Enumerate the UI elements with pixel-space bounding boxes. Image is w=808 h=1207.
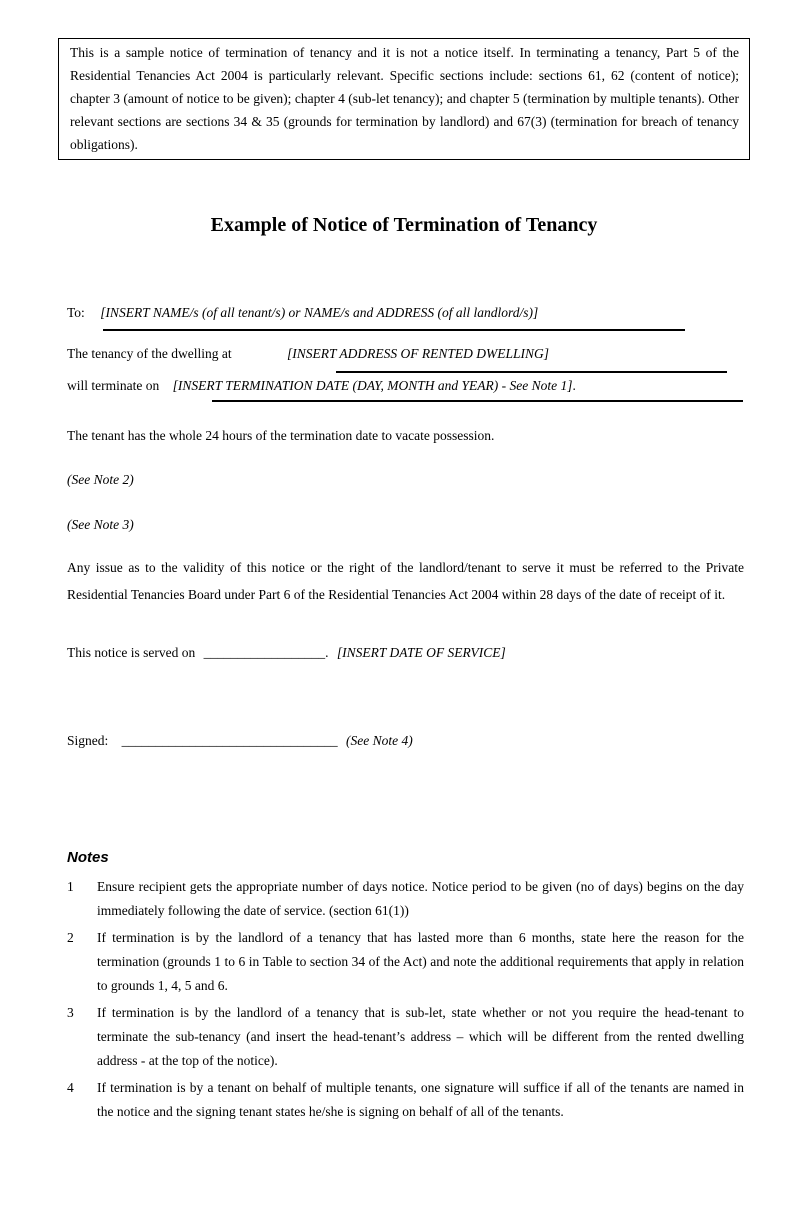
to-label: To: (67, 305, 85, 320)
signed-note: (See Note 4) (346, 733, 413, 748)
signature-blank: ________________________________ (121, 733, 338, 748)
tenancy-line2-insert: [INSERT TERMINATION DATE (DAY, MONTH and YEAR) - See Note 1] (172, 378, 573, 393)
info-box (58, 38, 750, 160)
tenancy-line2-period: . (572, 378, 576, 393)
note-item (67, 875, 744, 923)
served-blank: __________________. (203, 645, 329, 660)
signed-label: Signed: (67, 733, 109, 748)
note-text: If termination is by a tenant on behalf of multiple tenants, one signature will suffice if all of the tenants are named in the notice and the signing tenant states he/she is signing on behalf of all of the tenants. (97, 1080, 744, 1119)
termination-date-underline (212, 400, 743, 402)
note-text: Ensure recipient gets the appropriate number of days notice. Notice period to be given (no of days) begins on the day immediately following the date of service. (section 61(1)) (97, 879, 744, 918)
to-underline (103, 329, 685, 331)
info-box-text: This is a sample notice of termination of tenancy and it is not a notice itself. In terminating a tenancy, Part 5 of the Residential Tenancies Act 2004 is particularly relevant. Specific sections include: sections 61, 62 (content of notice); chapter 3 (amount of notice to be given); chapter 4 (sub-let tenancy); and chapter 5 (termination by multiple tenants). Other relevant sections are sections 34 & 35 (grounds for termination by landlord) and 67(3) (termination for breach of tenancy obligations). (70, 45, 739, 152)
note-number: 2 (67, 930, 74, 945)
see-note-2: (See Note 2) (67, 472, 134, 487)
note-number: 4 (67, 1080, 74, 1095)
tenancy-line-1 (67, 345, 744, 362)
validity-paragraph: Any issue as to the validity of this notice or the right of the landlord/tenant to serve it must be referred to the Private Residential Tenancies Board under Part 6 of the Residential Tenancies Act 2004 within 28 days of the date of receipt of it. (67, 560, 744, 602)
note-item (67, 926, 744, 998)
see-note-3: (See Note 3) (67, 517, 134, 532)
to-line (67, 304, 744, 321)
note-number: 1 (67, 879, 74, 894)
notes-heading: Notes (67, 849, 109, 866)
note-text: If termination is by the landlord of a tenancy that is sub-let, state whether or not you require the head-tenant to terminate the sub-tenancy (and insert the head-tenant’s address – which will be different from the rented dwelling address - at the top of the notice). (97, 1005, 744, 1068)
document-title: Example of Notice of Termination of Tenancy (210, 214, 598, 236)
tenancy-line2-prefix: will terminate on (67, 378, 160, 393)
note-item (67, 1001, 744, 1073)
tenancy-line1-prefix: The tenancy of the dwelling at (67, 346, 232, 361)
to-insert: [INSERT NAME/s (of all tenant/s) or NAME/s and ADDRESS (of all landlord/s)] (100, 305, 539, 320)
notes-list (67, 875, 744, 1127)
served-prefix: This notice is served on (67, 645, 196, 660)
signed-line (67, 732, 744, 749)
served-line (67, 644, 744, 661)
note-text: If termination is by the landlord of a tenancy that has lasted more than 6 months, state here the reason for the termination (grounds 1 to 6 in Table to section 34 of the Act) and note the additional requirements that apply in relation to grounds 1, 4, 5 and 6. (97, 930, 744, 993)
address-underline (336, 371, 727, 373)
note-item (67, 1076, 744, 1124)
tenancy-line-2 (67, 377, 744, 394)
served-insert: [INSERT DATE OF SERVICE] (336, 645, 506, 660)
vacate-line: The tenant has the whole 24 hours of the termination date to vacate possession. (67, 428, 495, 443)
note-number: 3 (67, 1005, 74, 1020)
tenancy-line1-insert: [INSERT ADDRESS OF RENTED DWELLING] (286, 346, 549, 361)
